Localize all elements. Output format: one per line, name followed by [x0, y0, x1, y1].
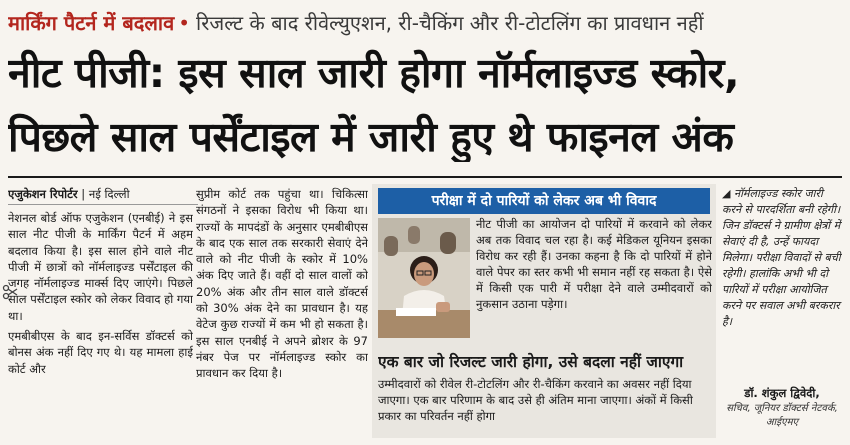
article-paragraph: नेशनल बोर्ड ऑफ एजुकेशन (एनबीई) ने इस साल नीट पीजी के मार्किंग पैटर्न में अहम बदलाव किया है। इस साल होने वाले नीट पीजी में छात्रों को नॉर्मलाइज्ड पर्सेंटाइल की जगह नॉर्मलाइज्ड मार्क्स दिए जाएंगे। पिछले साल पर्सेंटाइल स्कोर को लेकर विवाद हो गया था।	[8, 211, 193, 323]
byline-city: नई दिल्ली	[88, 187, 130, 201]
sidebar-subheading: एक बार जो रिजल्ट जारी होगा, उसे बदला नहीं जाएगा	[378, 353, 684, 371]
headline-line-2: पिछले साल पर्सेंटाइल में जारी हुए थे फाइनल अंक	[8, 113, 734, 161]
kicker-text: रिजल्ट के बाद रीवेल्युएशन, री-चैकिंग और री-टोटलिंग का प्रावधान नहीं	[196, 11, 704, 35]
quote-marker-icon: ◢	[722, 187, 731, 200]
byline	[8, 184, 198, 205]
exam-hall-photo	[378, 218, 470, 338]
byline-reporter: एजुकेशन रिपोर्टर	[8, 187, 78, 201]
sidebar-text: नीट पीजी का आयोजन दो पारियों में करवाने को लेकर अब तक विवाद चल रहा है। कई मेडिकल यूनियन इसका विरोध कर रही हैं। उनका कहना है कि दो पारियों में होने वाले पेपर का स्तर कभी भी समान नहीं रह सकता है। ऐसे में किसी एक पारी में परीक्षा देने वाले उम्मीदवारों को नुकसान उठाना पड़ेगा।	[476, 217, 712, 311]
quote-box	[722, 186, 842, 386]
author-name: डॉ. शंकुल द्विवेदी,	[744, 386, 820, 400]
byline-separator: |	[77, 187, 89, 201]
kicker-dot: •	[178, 11, 191, 35]
article-column-2	[196, 186, 368, 438]
headline-divider	[8, 176, 842, 178]
article-column-1	[8, 210, 193, 438]
sidebar-subtext: उम्मीदवारों को रीवेल री-टोटलिंग और री-चैकिंग करवाने का अवसर नहीं दिया जाएगा। एक बार परिणाम के बाद उसे ही अंतिम माना जाएगा। अंकों में किसी प्रकार का परिवर्तन नहीं होगा	[378, 377, 693, 423]
article-paragraph: सुप्रीम कोर्ट तक पहुंचा था। चिकित्सा संगठनों ने इसका विरोध भी किया था। राज्यों के मापदंडों के अनुसार एमबीबीएस के बाद एक साल तक सरकारी सेवाएं देने वाले को नीट पीजी के स्कोर में 10% अंक दिए जाते हैं। वहीं दो साल वालों को 20% अंक और तीन साल वाले डॉक्टर्स को 30% अंक देने का प्रावधान है। यह वेटेज कुछ राज्यों में कम भी हो सकता है। इस साल एनबीई ने अपने ब्रोशर के 97 नंबर पेज पर नॉर्मलाइज्ड स्कोर का प्रावधान कर दिया है।	[196, 187, 368, 381]
kicker-label: मार्किंग पैटर्न में बदलाव	[8, 11, 175, 35]
sidebar-title: परीक्षा में दो पारियों को लेकर अब भी विवाद	[378, 188, 710, 214]
quote-author	[722, 384, 842, 438]
headline-line-1: नीट पीजी: इस साल जारी होगा नॉर्मलाइज्ड स्कोर,	[8, 49, 740, 97]
quote-text: नॉर्मलाइज्ड स्कोर जारी करने से पारदर्शिता बनी रहेगी। जिन डॉक्टर्स ने ग्रामीण क्षेत्रों में सेवाएं दी है, उन्हें फायदा मिलेगा। परीक्षा विवादों से बची रहेगी। हालांकि अभी भी दो पारियों में परीक्षा आयोजित करने पर सवाल अभी बरकरार है।	[722, 187, 841, 328]
kicker-line	[8, 6, 842, 40]
author-role: सचिव, जूनियर डॉक्टर्स नेटवर्क, आईएमए	[726, 403, 838, 428]
article-paragraph: एमबीबीएस के बाद इन-सर्विस डॉक्टर्स को बोनस अंक नहीं दिए गए थे। यह मामला हाई कोर्ट और	[8, 329, 193, 376]
